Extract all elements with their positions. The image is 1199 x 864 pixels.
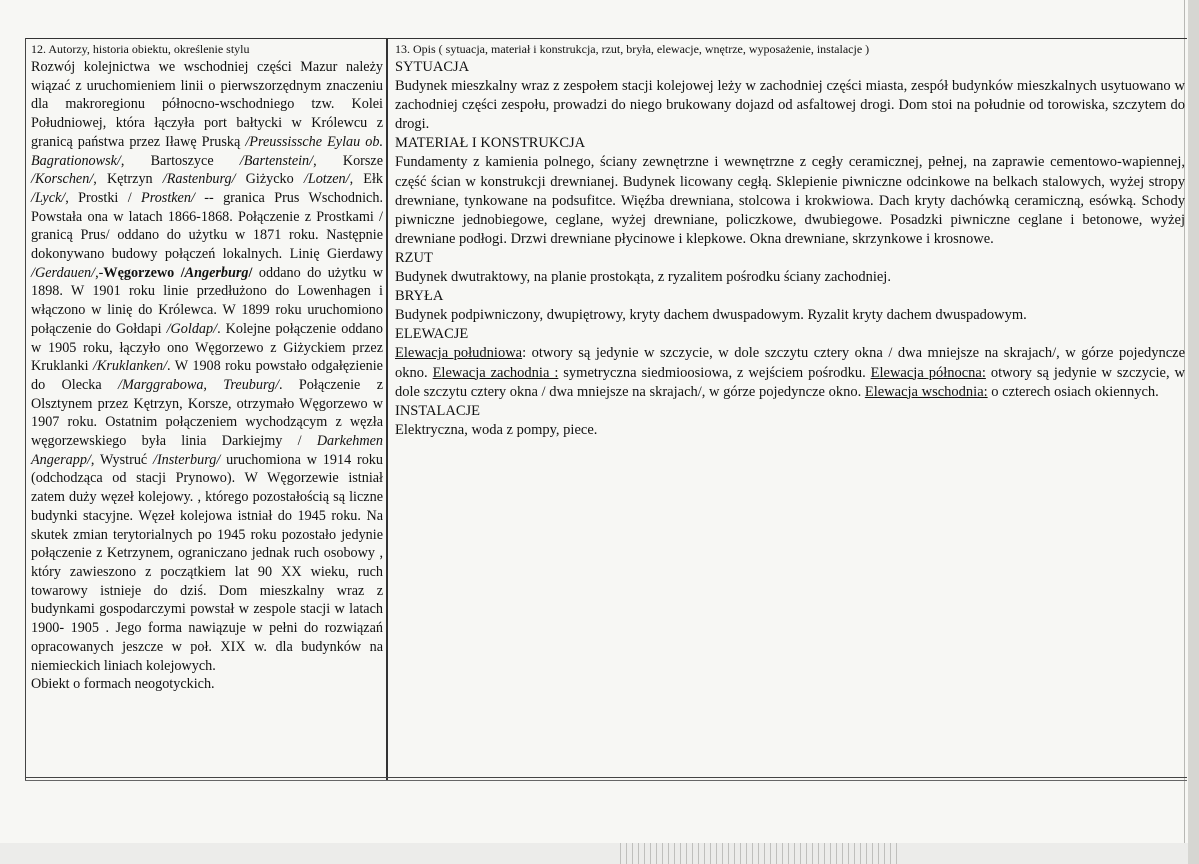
elewacje-run: Elewacja południowa [395,345,523,362]
table-top-border [25,38,1187,39]
history-run: oddano do użytku w 1898. W 1901 roku linie przedłużono do Lowenhagen i włączono w linię do Królewca. W 1899 roku uruchomiono połączenie do Gołdapi [31,264,383,337]
table-left-border [25,38,26,780]
section-13-header: 13. Opis ( sytuacja, materiał i konstrukcja, rzut, bryła, elewacje, wnętrze, wyposażenie, instalacje ) [395,42,870,56]
rzut-text: Budynek dwutraktowy, na planie prostokąta, z ryzalitem pośrodku ściany zachodniej. [395,269,891,286]
history-run: /Korschen/ [31,171,94,188]
history-run: . W 1908 roku powstało odgałęzienie do Olecka [31,358,383,393]
history-run: /Marggrabowa, Treuburg/ [118,376,280,393]
history-run: Giżycko [235,171,304,188]
material-text: Fundamenty z kamienia polnego, ściany zewnętrzne i wewnętrzne z cegły ceramicznej, pełnej, na zaprawie cementowo-wapiennej, część ścian w konstrukcji drewnianej. Budynek licowany cegłą. Sklepienie piwniczne odcinkowe na belkach stalowych, wyżej stropy drewniane, tynkowane na podsufitce. Więźba drewniana, stolcowa i krokwiowa. Dach kryty dachówką ceramiczną, esówką. Schody piwniczne jednobiegowe, ceglane, wyżej drewniane, policzkowe, dwubiegowe. Posadzki piwniczne ceglane i betonowe, wyżej drewniane podłogi. Drzwi drewniane płycinowe i klepkowe. Okna drewniane, skrzynkowe i krosnowe. [395,154,1185,247]
history-run: , Ełk [349,171,383,188]
section-12-history [31,42,383,694]
elewacje-run: Elewacja zachodnia : [432,364,559,381]
scan-bottom-band [0,843,1188,864]
scan-edge [1188,0,1199,864]
history-run: , Korsze [313,152,383,169]
history-run: Rozwój kolejnictwa we wschodniej części Mazur należy wiązać z uruchomieniem linii o pierwszorzędnym znaczeniu dla makroregionu północno-wschodniego tzw. Kolei Południowej, która łączyła port bałtycki w Królewcu z granicą państwa przez Iławę Pruską [31,59,383,150]
history-run: /Gerdauen/ [31,264,96,281]
history-run: . Kolejne połączenie oddano w 1905 roku, łączyło ono Węgorzewo z Giżyckiem przez Kruklanki [31,320,383,375]
bryla-text: Budynek podpiwniczony, dwupiętrowy, kryty dachem dwuspadowym. Ryzalit kryty dachem dwuspadowym. [395,307,1027,324]
elewacje-run: otwory są jedynie w szczycie, w dole szczytu cztery okna / dwa mniejsze na skrajach/, w górze pojedyncze okno. [395,364,1185,400]
elewacje-run: Elewacja północna: [870,364,986,381]
elewacje-run: Elewacja wschodnia: [864,383,988,400]
history-run: /Preussissche Eylau ob. Bagrationowsk/ [31,133,383,169]
rzut-heading: RZUT [395,249,433,266]
history-run: / [248,264,253,281]
section-13-description [395,42,1185,440]
history-run: /Lyck/ [31,189,66,206]
history-run: Darkehmen Angerapp/ [31,433,383,468]
elewacje-text [395,344,1185,401]
elewacje-heading: ELEWACJE [395,326,469,343]
instalacje-heading: INSTALACJE [395,402,481,419]
history-run: Angerburg [184,264,249,281]
sytuacja-text: Budynek mieszkalny wraz z zespołem stacji kolejowej leży w zachodniej części miasta, zespół budynków mieszkalnych usytuowano w zachodniej części zespołu, prowadzi do niego brukowany dojazd od asfaltowej drogi. Dom stoi na południe od torowiska, szczytem do drogi. [395,78,1185,133]
instalacje-text: Elektryczna, woda z pompy, piece. [395,421,598,438]
table-bottom-border [25,777,1187,778]
history-text [31,58,383,675]
history-run: -- granica Prus Wschodnich. Powstała ona w latach 1866-1868. Połączenie z Prostkami / granicą Prus/ oddano do użytku w 1871 roku. Następnie dokonywano budowy połączeń lokalnych. Linię Gierdawy [31,189,383,263]
history-run: /Insterburg/ [153,451,221,468]
history-run: Węgorzewo / [103,264,185,281]
history-run: . Połączenie z Olsztynem przez Kętrzyn, Korsze, otrzymało Węgorzewo w 1907 roku. Ostatnim połączeniem wychodzącym z węzła węgorzewskiego była linia Darkiejmy / [31,376,383,450]
style-note: Obiekt o formach neogotyckich. [31,676,215,693]
sytuacja-heading: SYTUACJA [395,59,470,75]
section-12-header: 12. Autorzy, historia obiektu, określenie stylu [31,42,250,56]
history-run: /Kruklanken/ [92,358,168,375]
history-run: /Rastenburg/ [162,171,236,188]
material-heading: MATERIAŁ I KONSTRUKCJA [395,135,586,152]
history-run: /Goldap/ [166,320,218,337]
history-run: , Kętrzyn [93,171,163,188]
elewacje-run: : otwory są jedynie w szczycie, w dole szczytu cztery okna / dwa mniejsze na skrajach/, w górze pojedyncze okno. [395,345,1185,381]
history-run: /Bartenstein/ [239,152,314,169]
history-run: , Wystruć [90,451,154,468]
table-bottom-border-secondary [25,780,1187,781]
elewacje-run: symetryczna siedmioosiowa, z wejściem pośrodku. [558,364,871,381]
history-run: /Lotzen/ [303,171,350,188]
history-run: , Bartoszyce [120,152,240,169]
bryla-heading: BRYŁA [395,288,444,305]
history-run: uruchomiona w 1914 roku (odchodząca od stacji Prynowo). W Węgorzewie istniał zatem duży węzeł kolejowy. , którego pozostałością są liczne budynki stacyjne. Węzeł kolejowa istniał do 1945 roku. Na skutek zmian terytorialnych po 1945 roku pozostało jedynie połączenie z Ketrzynem, ograniczano jednak ruch osobowy , który zawieszono z początkiem lat 90 XX wieku, ruch towarowy istnieje do dziś. Dom mieszkalny wraz z budynkami gospodarczymi powstał w zespole stacji w latach 1900- 1905 . Jego forma nawiązuje w pełni do rozwiązań opracowanych jeszcze w poł. XIX w. dla budynków na niemieckich liniach kolejowych. [31,451,383,674]
elewacje-run: o czterech osiach okiennych. [987,383,1159,400]
history-run: Prostken/ [141,189,195,206]
column-divider [386,38,388,780]
history-run: ,- [95,264,104,281]
scan-texture [620,843,900,864]
history-run: , Prostki / [65,189,142,206]
